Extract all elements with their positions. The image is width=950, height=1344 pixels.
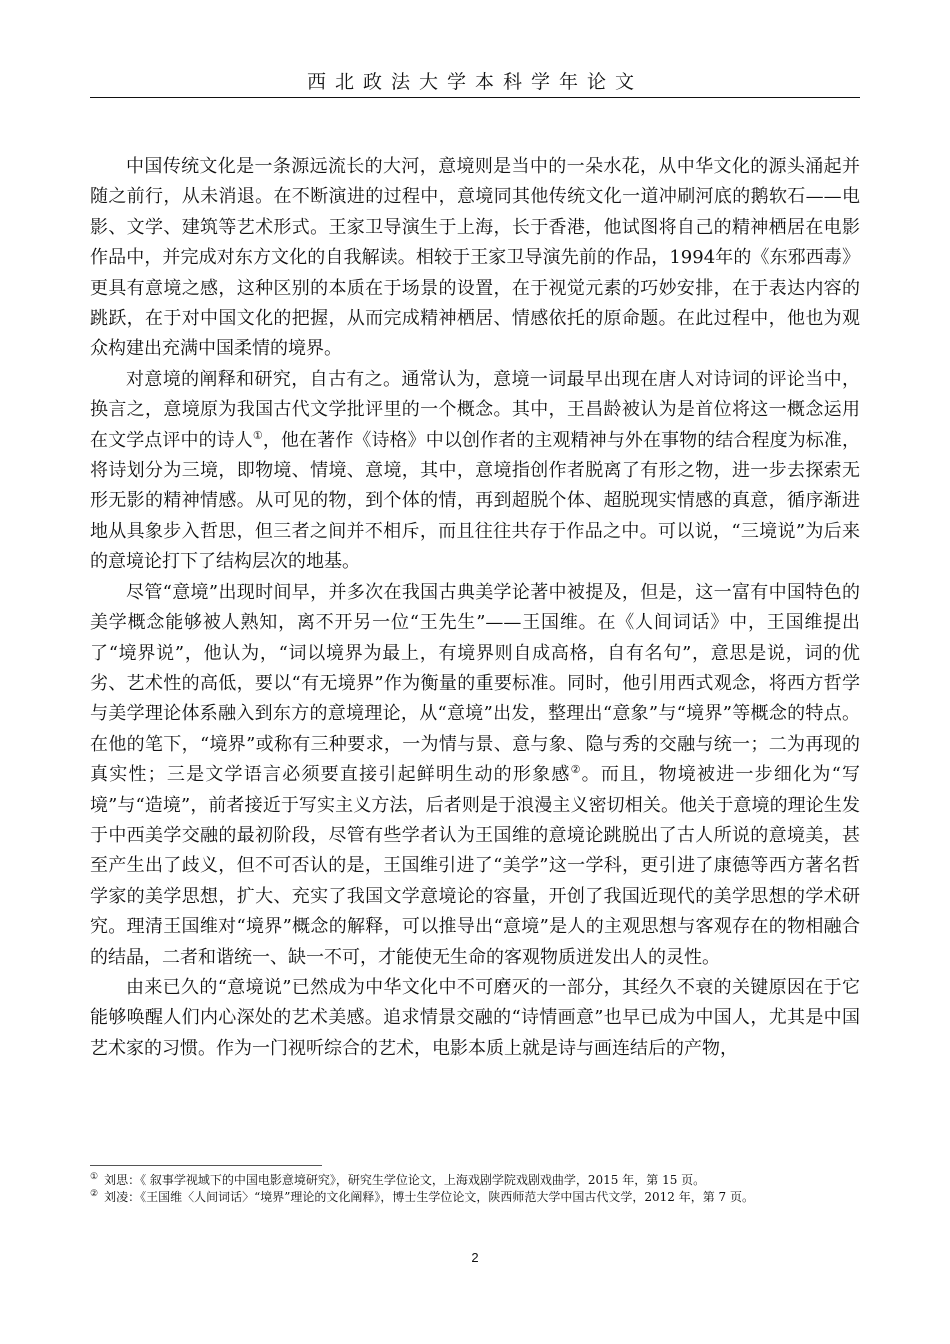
footnote-ref-1[interactable]: ①	[252, 428, 263, 442]
paragraph-1: 中国传统文化是一条源远流长的大河，意境则是当中的一朵水花，从中华文化的源头涌起并随之前行，从未消退。在不断演进的过程中，意境同其他传统文化一道冲刷河底的鹅软石——电影、文学、建筑等艺术形式。王家卫导演生于上海，长于香港，他试图将自己的精神栖居在电影作品中，并完成对东方文化的自我解读。相较于王家卫导演先前的作品，1994年的《东邪西毒》更具有意境之感，这种区别的本质在于场景的设置，在于视觉元素的巧妙安排，在于表达内容的跳跃，在于对中国文化的把握，从而完成精神栖居、情感依托的原命题。在此过程中，他也为观众构建出充满中国柔情的境界。	[90, 156, 860, 360]
footnote-1	[90, 1172, 860, 1189]
footnote-separator	[90, 1165, 322, 1166]
paragraph-3-text-b: 。而且，物境被进一步细化为“写境”与“造境”，前者接近于写实主义方法，后者则是于浪漫主义密切相关。他关于意境的理论生发于中西美学交融的最初阶段，尽管有些学者认为王国维的意境论跳脱出了古人所说的意境美，甚至产生出了歧义，但不可否认的是，王国维引进了“美学”这一学科，更引进了康德等西方著名哲学家的美学思想，扩大、充实了我国文学意境论的容量，开创了我国近现代的美学思想的学术研究。理清王国维对“境界”概念的解释，可以推导出“意境”是人的主观思想与客观存在的物相融合的结晶，二者和谐统一、缺一不可，才能使无生命的客观物质迸发出人的灵性。	[90, 764, 860, 968]
paragraph-2-text-b: ，他在著作《诗格》中以创作者的主观精神与外在事物的结合程度为标准，将诗划分为三境，即物境、情境、意境，其中，意境指创作者脱离了有形之物，进一步去探索无形无影的精神情感。从可见的物，到个体的情，再到超脱个体、超脱现实情感的真意，循序渐进地从具象步入哲思，但三者之间并不相斥，而且往往共存于作品之中。可以说，“三境说”为后来的意境论打下了结构层次的地基。	[90, 429, 860, 573]
header-rule	[90, 97, 860, 98]
running-header-title: 西北政法大学本科学年论文	[306, 71, 643, 93]
paragraph-4: 由来已久的“意境说”已然成为中华文化中不可磨灭的一部分，其经久不衰的关键原因在于它能够唤醒人们内心深处的艺术美感。追求情景交融的“诗情画意”也早已成为中国人，尤其是中国艺术家的习惯。作为一门视听综合的艺术，电影本质上就是诗与画连结后的产物，	[90, 976, 860, 1059]
paragraph-2	[90, 365, 860, 578]
paragraph-3	[90, 578, 860, 973]
footnote-ref-2[interactable]: ②	[570, 763, 582, 777]
paragraph-2-text-a: 对意境的阐释和研究，自古有之。通常认为，意境一词最早出现在唐人对诗词的评论当中，换言之，意境原为我国古代文学批评里的一个概念。其中，王昌龄被认为是首位将这一概念运用在文学点评中的诗人	[90, 368, 860, 451]
footnote-1-mark: ①	[90, 1172, 99, 1182]
page-number: 2	[471, 1250, 479, 1265]
footnote-2-text: 刘凌：《王国维〈人间词话〉“境界”理论的文化阐释》，博士生学位论文，陕西师范大学中国古代文学，2012 年，第 7 页。	[104, 1190, 754, 1204]
footnote-2	[90, 1189, 860, 1206]
footnote-2-mark: ②	[90, 1189, 99, 1199]
footnotes	[90, 1172, 860, 1206]
paragraph-3-text-a: 尽管“意境”出现时间早，并多次在我国古典美学论著中被提及，但是，这一富有中国特色的美学概念能够被人熟知，离不开另一位“王先生”——王国维。在《人间词话》中，王国维提出了“境界说”，他认为，“词以境界为最上，有境界则自成高格，自有名句”，意思是说，词的优劣、艺术性的高低，要以“有无境界”作为衡量的重要标准。同时，他引用西式观念，将西方哲学与美学理论体系融入到东方的意境理论，从“意境”出发，整理出“意象”与“境界”等概念的特点。在他的笔下，“境界”或称有三种要求，一为情与景、意与象、隐与秀的交融与统一；二为再现的真实性；三是文学语言必须要直接引起鲜明生动的形象感	[90, 581, 860, 786]
footnote-1-text: 刘思：《 叙事学视域下的中国电影意境研究》，研究生学位论文，上海戏剧学院戏剧戏曲学，2015 年，第 15 页。	[104, 1173, 706, 1187]
body-text	[90, 152, 860, 1064]
